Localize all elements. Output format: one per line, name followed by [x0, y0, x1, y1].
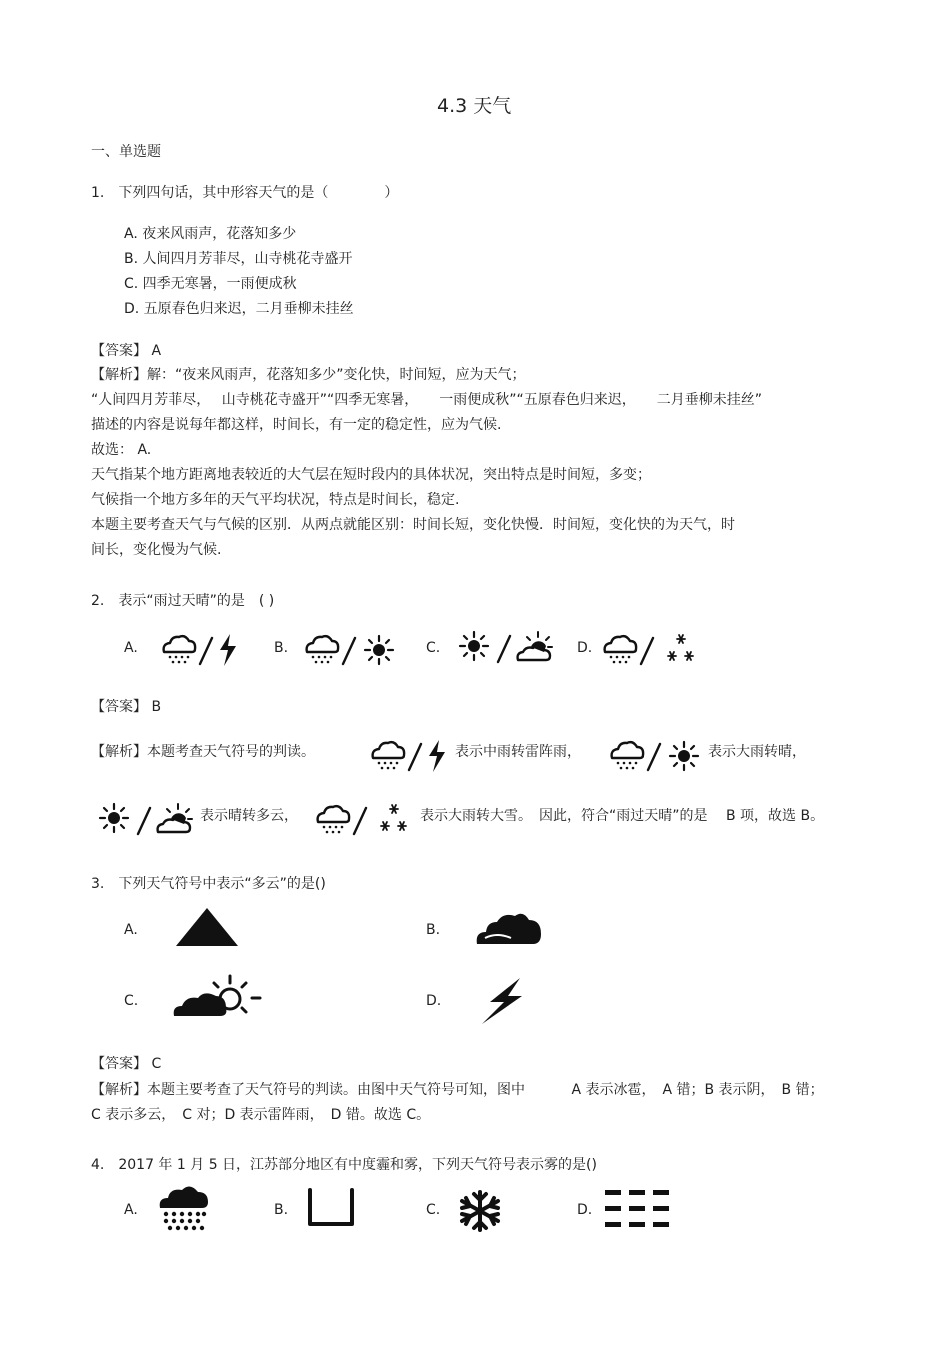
q2-label-b: B. — [274, 640, 289, 656]
cloudy-icon — [172, 974, 262, 1020]
rain-to-thunder-icon — [371, 738, 451, 774]
q1-option-c: C. 四季无寒暑，一雨便成秋 — [124, 276, 297, 292]
q2-analysis: 【解析】本题考查天气符号的判读。 — [91, 744, 315, 760]
q2-analysis: 表示大雨转大雪。 因此，符合“雨过天晴”的是 B 项，故选 B。 — [420, 808, 825, 824]
q4-label-c: C. — [426, 1202, 441, 1218]
q3-stem: 3. 下列天气符号中表示“多云”的是() — [91, 876, 326, 892]
q2-answer: 【答案】 B — [91, 699, 162, 715]
heavy-rain-icon — [158, 1184, 210, 1234]
q2-label-a: A. — [124, 640, 138, 656]
page-title: 4.3 天气 — [437, 95, 512, 117]
q4-label-d: D. — [577, 1202, 593, 1218]
q3-label-d: D. — [426, 993, 442, 1009]
q1-option-b: B. 人间四月芳菲尽，山寺桃花寺盛开 — [124, 251, 353, 267]
hail-icon — [174, 906, 240, 948]
q3-answer: 【答案】 C — [91, 1056, 162, 1072]
q4-stem: 4. 2017 年 1 月 5 日，江苏部分地区有中度霾和雾，下列天气符号表示雾的是() — [91, 1157, 597, 1173]
q1-stem: 1. 下列四句话，其中形容天气的是（ ） — [91, 185, 399, 201]
q3-label-a: A. — [124, 922, 138, 938]
q1-analysis-line: 故选： A. — [91, 442, 152, 458]
q2-analysis: 表示大雨转晴， — [708, 744, 806, 760]
q3-label-b: B. — [426, 922, 441, 938]
q4-label-a: A. — [124, 1202, 138, 1218]
q3-label-c: C. — [124, 993, 139, 1009]
thunder-icon — [478, 976, 530, 1026]
rain-to-sunny-icon — [610, 738, 706, 774]
q1-analysis-line: 本题主要考查天气与气候的区别．从两点就能区别：时间长短，变化快慢．时间短，变化快的为天气，时 — [91, 517, 735, 533]
q2-label-d: D. — [577, 640, 593, 656]
rain-to-snow-icon — [316, 802, 416, 840]
rain-to-sunny-icon — [305, 632, 401, 668]
q3-analysis: 【解析】本题主要考查了天气符号的判读。由图中天气符号可知，图中 A 表示冰雹， A 错；B 表示阴， B 错； — [91, 1082, 824, 1098]
q2-stem: 2. 表示“雨过天晴”的是 ( ) — [91, 593, 275, 609]
q1-analysis-line: 描述的内容是说每年都这样，时间长，有一定的稳定性，应为气候. — [91, 417, 502, 433]
q1-answer: 【答案】 A — [91, 343, 162, 359]
q3-analysis: C 表示多云， C 对；D 表示雷阵雨， D 错。故选 C。 — [91, 1107, 431, 1123]
q1-option-a: A. 夜来风雨声，花落知多少 — [124, 226, 297, 242]
q2-analysis: 表示晴转多云， — [200, 808, 298, 824]
overcast-icon — [475, 912, 543, 948]
q1-analysis-line: 间长，变化慢为气候. — [91, 542, 222, 558]
q1-analysis-line: 【解析】解：“夜来风雨声，花落知多少”变化快，时间短，应为天气； — [91, 367, 526, 383]
q1-analysis-line: 气候指一个地方多年的天气平均状况，特点是时间长，稳定. — [91, 492, 460, 508]
rain-to-thunder-icon — [162, 632, 242, 668]
q1-analysis-line: 天气指某个地方距离地表较近的大气层在短时段内的具体状况，突出特点是时间短，多变； — [91, 467, 651, 483]
fog-icon — [603, 1186, 673, 1234]
rain-to-snow-icon — [603, 632, 703, 670]
q2-analysis: 表示中雨转雷阵雨， — [455, 744, 581, 760]
sunny-to-cloudy-icon — [458, 630, 558, 666]
q4-label-b: B. — [274, 1202, 289, 1218]
sunny-to-cloudy-icon — [98, 802, 198, 838]
q2-label-c: C. — [426, 640, 441, 656]
section-heading: 一、单选题 — [91, 144, 161, 160]
q1-analysis-line: “人间四月芳菲尽， 山寺桃花寺盛开”“四季无寒暑， 一雨便成秋”“五原春色归来迟， 二月垂柳未挂丝” — [91, 392, 762, 408]
snowflake-icon — [458, 1190, 502, 1232]
haze-icon — [306, 1188, 356, 1228]
q1-option-d: D. 五原春色归来迟，二月垂柳未挂丝 — [124, 301, 354, 317]
